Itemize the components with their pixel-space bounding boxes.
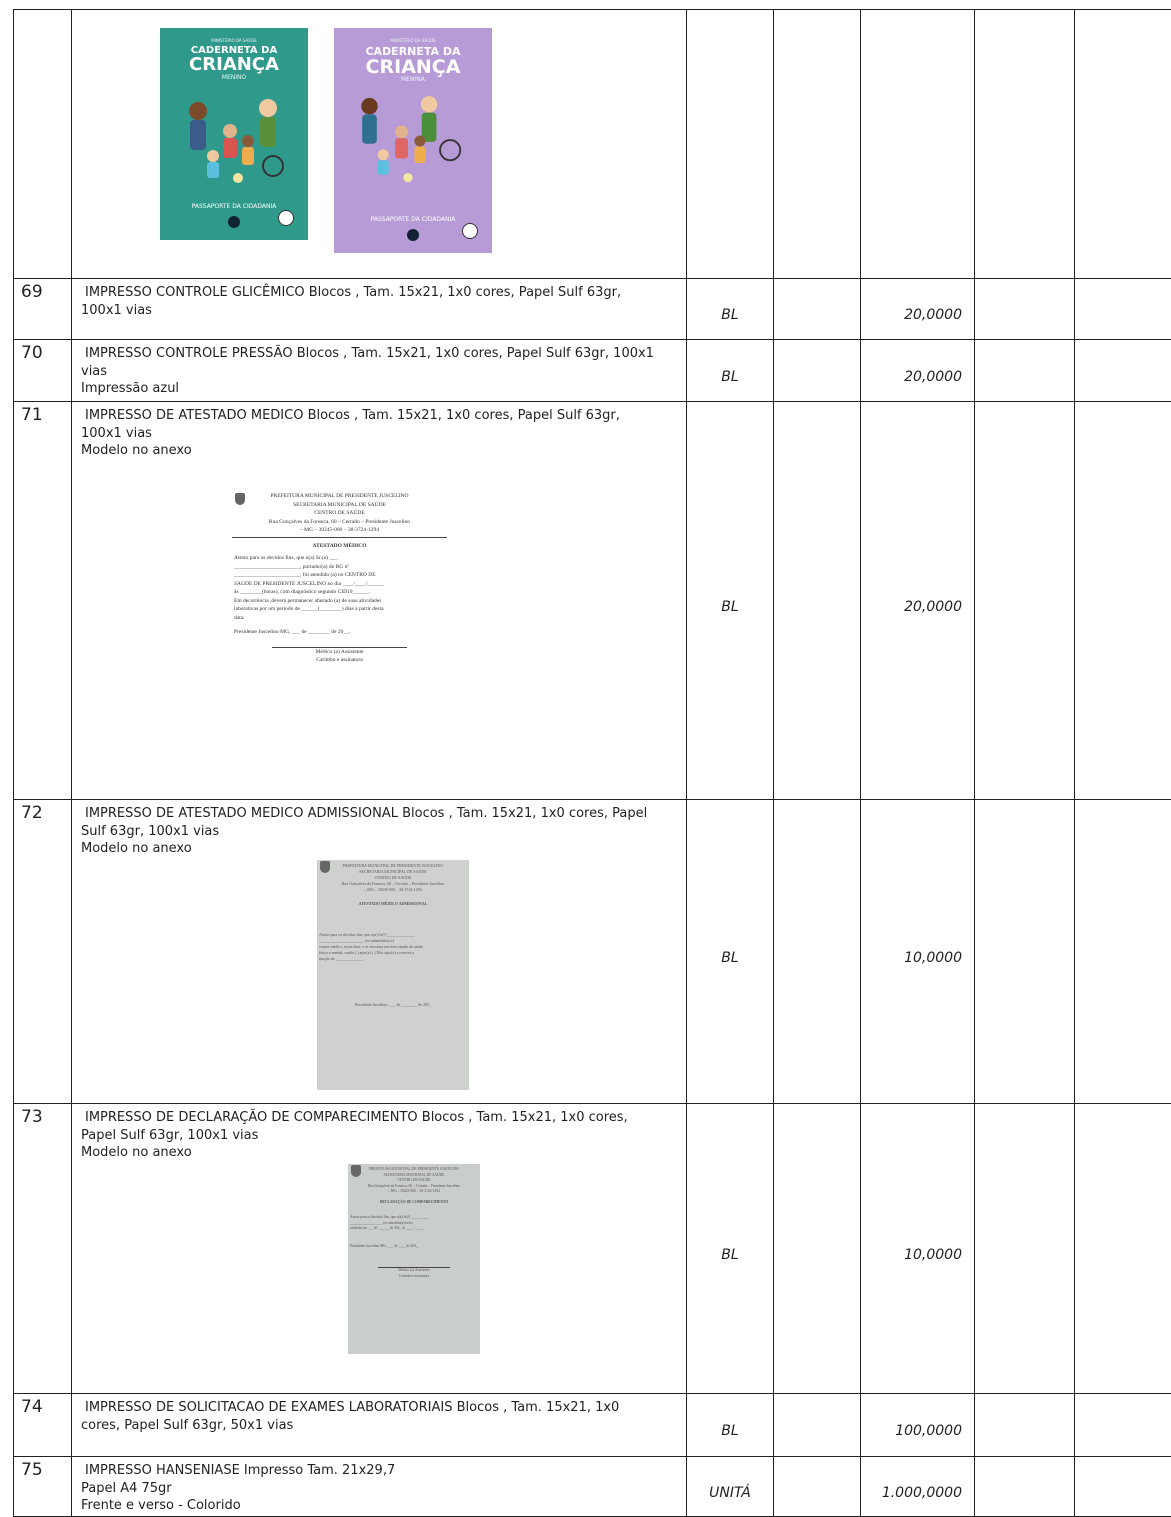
empty-cell (975, 10, 1075, 279)
cover-subtitle: MENINO (221, 74, 247, 81)
item-description (72, 279, 687, 340)
doc-line: Atesto para os devidos fins, que o(a) Sr(ª) __________ (350, 1215, 429, 1219)
description-line: IMPRESSO DE DECLARAÇÃO DE COMPARECIMENTO Blocos , Tam. 15x21, 1x0 cores, (85, 1110, 628, 1125)
doc-org: PREFEITURA MUNICIPAL DE PRESIDENTE JUSCELINO (368, 1167, 460, 1171)
cover-subtitle: MENINA (401, 76, 425, 83)
doc-org: SECRETARIA MUNICIPAL DE SAÚDE (383, 1172, 445, 1177)
empty-cell (1075, 1104, 1171, 1394)
doc-address: Rua Gonçalves da Fonseca, 60 – Cerrado – Presidente Juscelino (268, 518, 411, 525)
empty-cell (975, 340, 1075, 402)
description-line: IMPRESSO DE SOLICITACAO DE EXAMES LABORATORIAIS Blocos , Tam. 15x21, 1x0 (85, 1400, 620, 1415)
quantity-text: 20,0000 (904, 598, 962, 615)
empty-cell (975, 1394, 1075, 1457)
item-unit (687, 279, 774, 340)
doc-org: CENTRO DE SAÚDE (374, 875, 412, 880)
doc-line: exame médico, nesta data, e se encontra em bom estado de saúde (319, 944, 424, 949)
description-line: IMPRESSO CONTROLE GLICÊMICO Blocos , Tam. 15x21, 1x0 cores, Papel Sulf 63gr, (85, 285, 622, 300)
cover-title-line1: CADERNETA DA (365, 45, 461, 58)
declaracao-comparecimento-model (348, 1164, 480, 1354)
item-description (72, 1104, 687, 1394)
empty-cell (1075, 279, 1171, 340)
description-line: 100x1 vias (81, 425, 152, 441)
item-unit (687, 800, 774, 1104)
empty-cell (1075, 1394, 1171, 1457)
item-number: 71 (14, 402, 72, 800)
description-line: Papel Sulf 63gr, 100x1 vias (81, 1127, 259, 1143)
cover-title-line2: CRIANÇA (365, 56, 461, 78)
item-description (72, 1457, 687, 1517)
doc-line: ______________________, foi submetido(a) à (319, 938, 395, 943)
doc-line: físico e mental, sendo ( ) apto(a) ( ) Não apto(a) a exercer a (319, 950, 414, 955)
doc-body (317, 932, 469, 1008)
family-illustration-icon (168, 86, 300, 196)
blank-cell (774, 10, 861, 279)
divider (232, 537, 447, 538)
doc-header (348, 1164, 480, 1195)
family-illustration-icon (342, 86, 472, 196)
badge-icon (462, 223, 478, 239)
item-unit (687, 402, 774, 800)
item-unit (687, 340, 774, 402)
quantity-text: 10,0000 (904, 949, 962, 966)
quantity-text: 100,0000 (895, 1423, 962, 1439)
empty-cell (1075, 1457, 1171, 1517)
doc-org: CENTRO DE SAÚDE (397, 1178, 431, 1182)
item-description (72, 800, 687, 1104)
doc-header (317, 860, 469, 893)
item-description (72, 402, 687, 800)
description-line: IMPRESSO CONTROLE PRESSÃO Blocos , Tam. 15x21, 1x0 cores, Papel Sulf 63gr, 100x1 (85, 346, 654, 361)
item-quantity (861, 340, 975, 402)
unit-text: BL (721, 598, 739, 615)
doc-line: Presidente Juscelino MG, ___ de ________ de 20__. (234, 629, 351, 635)
doc-signature (348, 1267, 480, 1279)
doc-line: função de ______________ (319, 956, 364, 961)
table-row (14, 1394, 1171, 1457)
description-line: Papel A4 75gr (81, 1480, 172, 1496)
doc-line: data. (234, 614, 245, 621)
blank-cell (774, 340, 861, 402)
doc-line: Em decorrência ,deverá permanecer afastado (a) de suas atividades (234, 597, 382, 604)
qty-cell (861, 10, 975, 279)
table-row (14, 800, 1171, 1104)
description-line: cores, Papel Sulf 63gr, 50x1 vias (81, 1417, 294, 1433)
unit-text: UNITÁ (709, 1484, 751, 1501)
atestado-medico-model (232, 492, 447, 707)
doc-signature-label: Médico (a) Assistente (315, 648, 364, 655)
blank-cell (774, 800, 861, 1104)
item-quantity (861, 1104, 975, 1394)
doc-address: – MG – 39245-000 – 38-3724-1294 (388, 1189, 440, 1193)
municipal-crest-icon (235, 493, 245, 505)
doc-signature-label: Carimbo e assinatura (398, 1273, 430, 1278)
quantity-text: 1.000,0000 (881, 1484, 962, 1501)
description-line: Impressão azul (81, 381, 180, 396)
doc-line: ________________________, portador(a) do RG nº (234, 563, 350, 570)
empty-cell (975, 1104, 1075, 1394)
atestado-admissional-model (317, 860, 469, 1090)
empty-cell (975, 279, 1075, 340)
doc-line: laborativas por um período de ______(________) dias a partir desta (234, 606, 384, 612)
description-line: Modelo no anexo (81, 443, 192, 458)
doc-title: ATESTADO MÉDICO ADMISSIONAL (358, 901, 428, 906)
ministry-label: MINISTÉRIO DA SAÚDE (211, 38, 257, 43)
doc-body (232, 554, 447, 637)
unit-text: BL (721, 1246, 739, 1263)
caderneta-menino-cover (160, 28, 308, 240)
item-number: 72 (14, 800, 72, 1104)
item-number: 73 (14, 1104, 72, 1394)
government-seal-icon (228, 216, 240, 228)
item-quantity (861, 800, 975, 1104)
cover-title-line2: CRIANÇA (189, 54, 279, 75)
quantity-text: 20,0000 (904, 368, 962, 385)
table-row (14, 1457, 1171, 1517)
doc-signature-label: Médico (a) Assistente (398, 1268, 430, 1272)
municipal-crest-icon (351, 1165, 361, 1177)
item-quantity (861, 1394, 975, 1457)
item-unit (687, 1457, 774, 1517)
cover-title-line1: CADERNETA DA (190, 45, 278, 56)
blank-cell (774, 402, 861, 800)
doc-address: – MG – 39245-000 – 38-3724-1294 (300, 527, 379, 533)
description-line: Modelo no anexo (81, 1145, 192, 1160)
quantity-text: 20,0000 (904, 307, 962, 323)
doc-body (348, 1215, 480, 1249)
cover-footer: PASSAPORTE DA CIDADANIA (370, 216, 456, 223)
doc-line: Atesto para os devidos fins, que o(a) Sr(ª) ______________ (319, 932, 415, 937)
empty-cell (1075, 340, 1171, 402)
government-seal-icon (407, 229, 419, 241)
blank-cell (774, 279, 861, 340)
unit-text: BL (721, 368, 739, 385)
blank-cell (774, 1394, 861, 1457)
doc-title: DECLARAÇÃO DE COMPARECIMENTO (379, 1199, 449, 1204)
empty-cell (975, 402, 1075, 800)
doc-org: CENTRO DE SAÚDE (314, 510, 365, 516)
doc-signature-label: Carimbo e assinatura (316, 657, 363, 663)
unit-text: BL (721, 949, 739, 966)
unit-text: BL (721, 307, 739, 323)
doc-title: ATESTADO MÉDICO (312, 542, 367, 549)
doc-line: ________________________, foi atendido (a) no CENTRO DE (234, 572, 376, 578)
item-quantity (861, 1457, 975, 1517)
description-line: Frente e verso - Colorido (81, 1498, 241, 1513)
doc-address: Rua Gonçalves da Fonseca, 60 – Cerrado – Presidente Juscelino (367, 1183, 461, 1188)
quantity-text: 10,0000 (904, 1246, 962, 1263)
empty-cell (1075, 402, 1171, 800)
empty-cell (975, 1457, 1075, 1517)
empty-cell (1075, 800, 1171, 1104)
item-quantity (861, 402, 975, 800)
description-line: IMPRESSO HANSENIASE Impresso Tam. 21x29,7 (85, 1463, 396, 1478)
item-number: 75 (14, 1457, 72, 1517)
doc-line: SAUDE DE PRESIDENTE JUSCELINO no dia ____/____/______ (234, 580, 385, 587)
num-cell (14, 10, 72, 279)
item-description (72, 340, 687, 402)
item-number: 74 (14, 1394, 72, 1457)
description-line: IMPRESSO DE ATESTADO MEDICO Blocos , Tam. 15x21, 1x0 cores, Papel Sulf 63gr, (85, 408, 620, 423)
description-line: 100x1 vias (81, 302, 152, 318)
item-number: 70 (14, 340, 72, 402)
table-row (14, 1104, 1171, 1394)
doc-signature (232, 647, 447, 665)
cover-footer: PASSAPORTE DA CIDADANIA (191, 203, 277, 210)
doc-line: Atesto para os devidos fins, que o(a) Sr.(a) ___ (234, 555, 338, 561)
item-unit (687, 1394, 774, 1457)
doc-line: às ________(horas), com diagnóstico segundo CID10______. (234, 589, 371, 595)
doc-line: unidade em ___ de ______ de 202_ às ____ : ____ (350, 1226, 424, 1230)
item-description (72, 1394, 687, 1457)
description-line: Modelo no anexo (81, 841, 192, 856)
item-quantity (861, 279, 975, 340)
doc-org: PREFEITURA MUNICIPAL DE PRESIDENTE JUSCELINO (270, 493, 409, 499)
doc-address: Rua Gonçalves da Fonseca, 60 – Cerrado – Presidente Juscelino (341, 881, 445, 886)
municipal-crest-icon (320, 861, 330, 873)
doc-line: __________________ foi atendido(a) nesta (350, 1220, 413, 1225)
covers-cell (72, 10, 687, 279)
unit-cell (687, 10, 774, 279)
description-line: IMPRESSO DE ATESTADO MEDICO ADMISSIONAL Blocos , Tam. 15x21, 1x0 cores, Papel (85, 806, 648, 821)
doc-line: Presidente Juscelino, ___ de ________ de 202_ (354, 1002, 432, 1007)
item-number: 69 (14, 279, 72, 340)
blank-cell (774, 1457, 861, 1517)
empty-cell (1075, 10, 1171, 279)
unit-text: BL (721, 1423, 739, 1439)
doc-org: SECRETARIA MUNICIPAL DE SAÚDE (293, 501, 386, 508)
doc-org: PREFEITURA MUNICIPAL DE PRESIDENTE JUSCELINO (342, 863, 444, 868)
description-line: Sulf 63gr, 100x1 vias (81, 823, 220, 839)
doc-org: SECRETARIA MUNICIPAL DE SAÚDE (359, 869, 427, 874)
empty-cell (975, 800, 1075, 1104)
items-table (13, 9, 1171, 1517)
table-row-covers (14, 10, 1171, 279)
table-row (14, 402, 1171, 800)
table-row (14, 340, 1171, 402)
doc-header (232, 492, 447, 535)
blank-cell (774, 1104, 861, 1394)
doc-line: Presidente Juscelino MG, ___ de ____ de 202_ (350, 1243, 418, 1248)
item-unit (687, 1104, 774, 1394)
description-line: vias (81, 363, 108, 379)
doc-address: – MG – 39245-000 – 38-3724-1294 (364, 887, 422, 892)
ministry-label: MINISTÉRIO DA SAÚDE (390, 38, 436, 43)
badge-icon (278, 210, 294, 226)
table-row (14, 279, 1171, 340)
caderneta-menina-cover (334, 28, 492, 253)
